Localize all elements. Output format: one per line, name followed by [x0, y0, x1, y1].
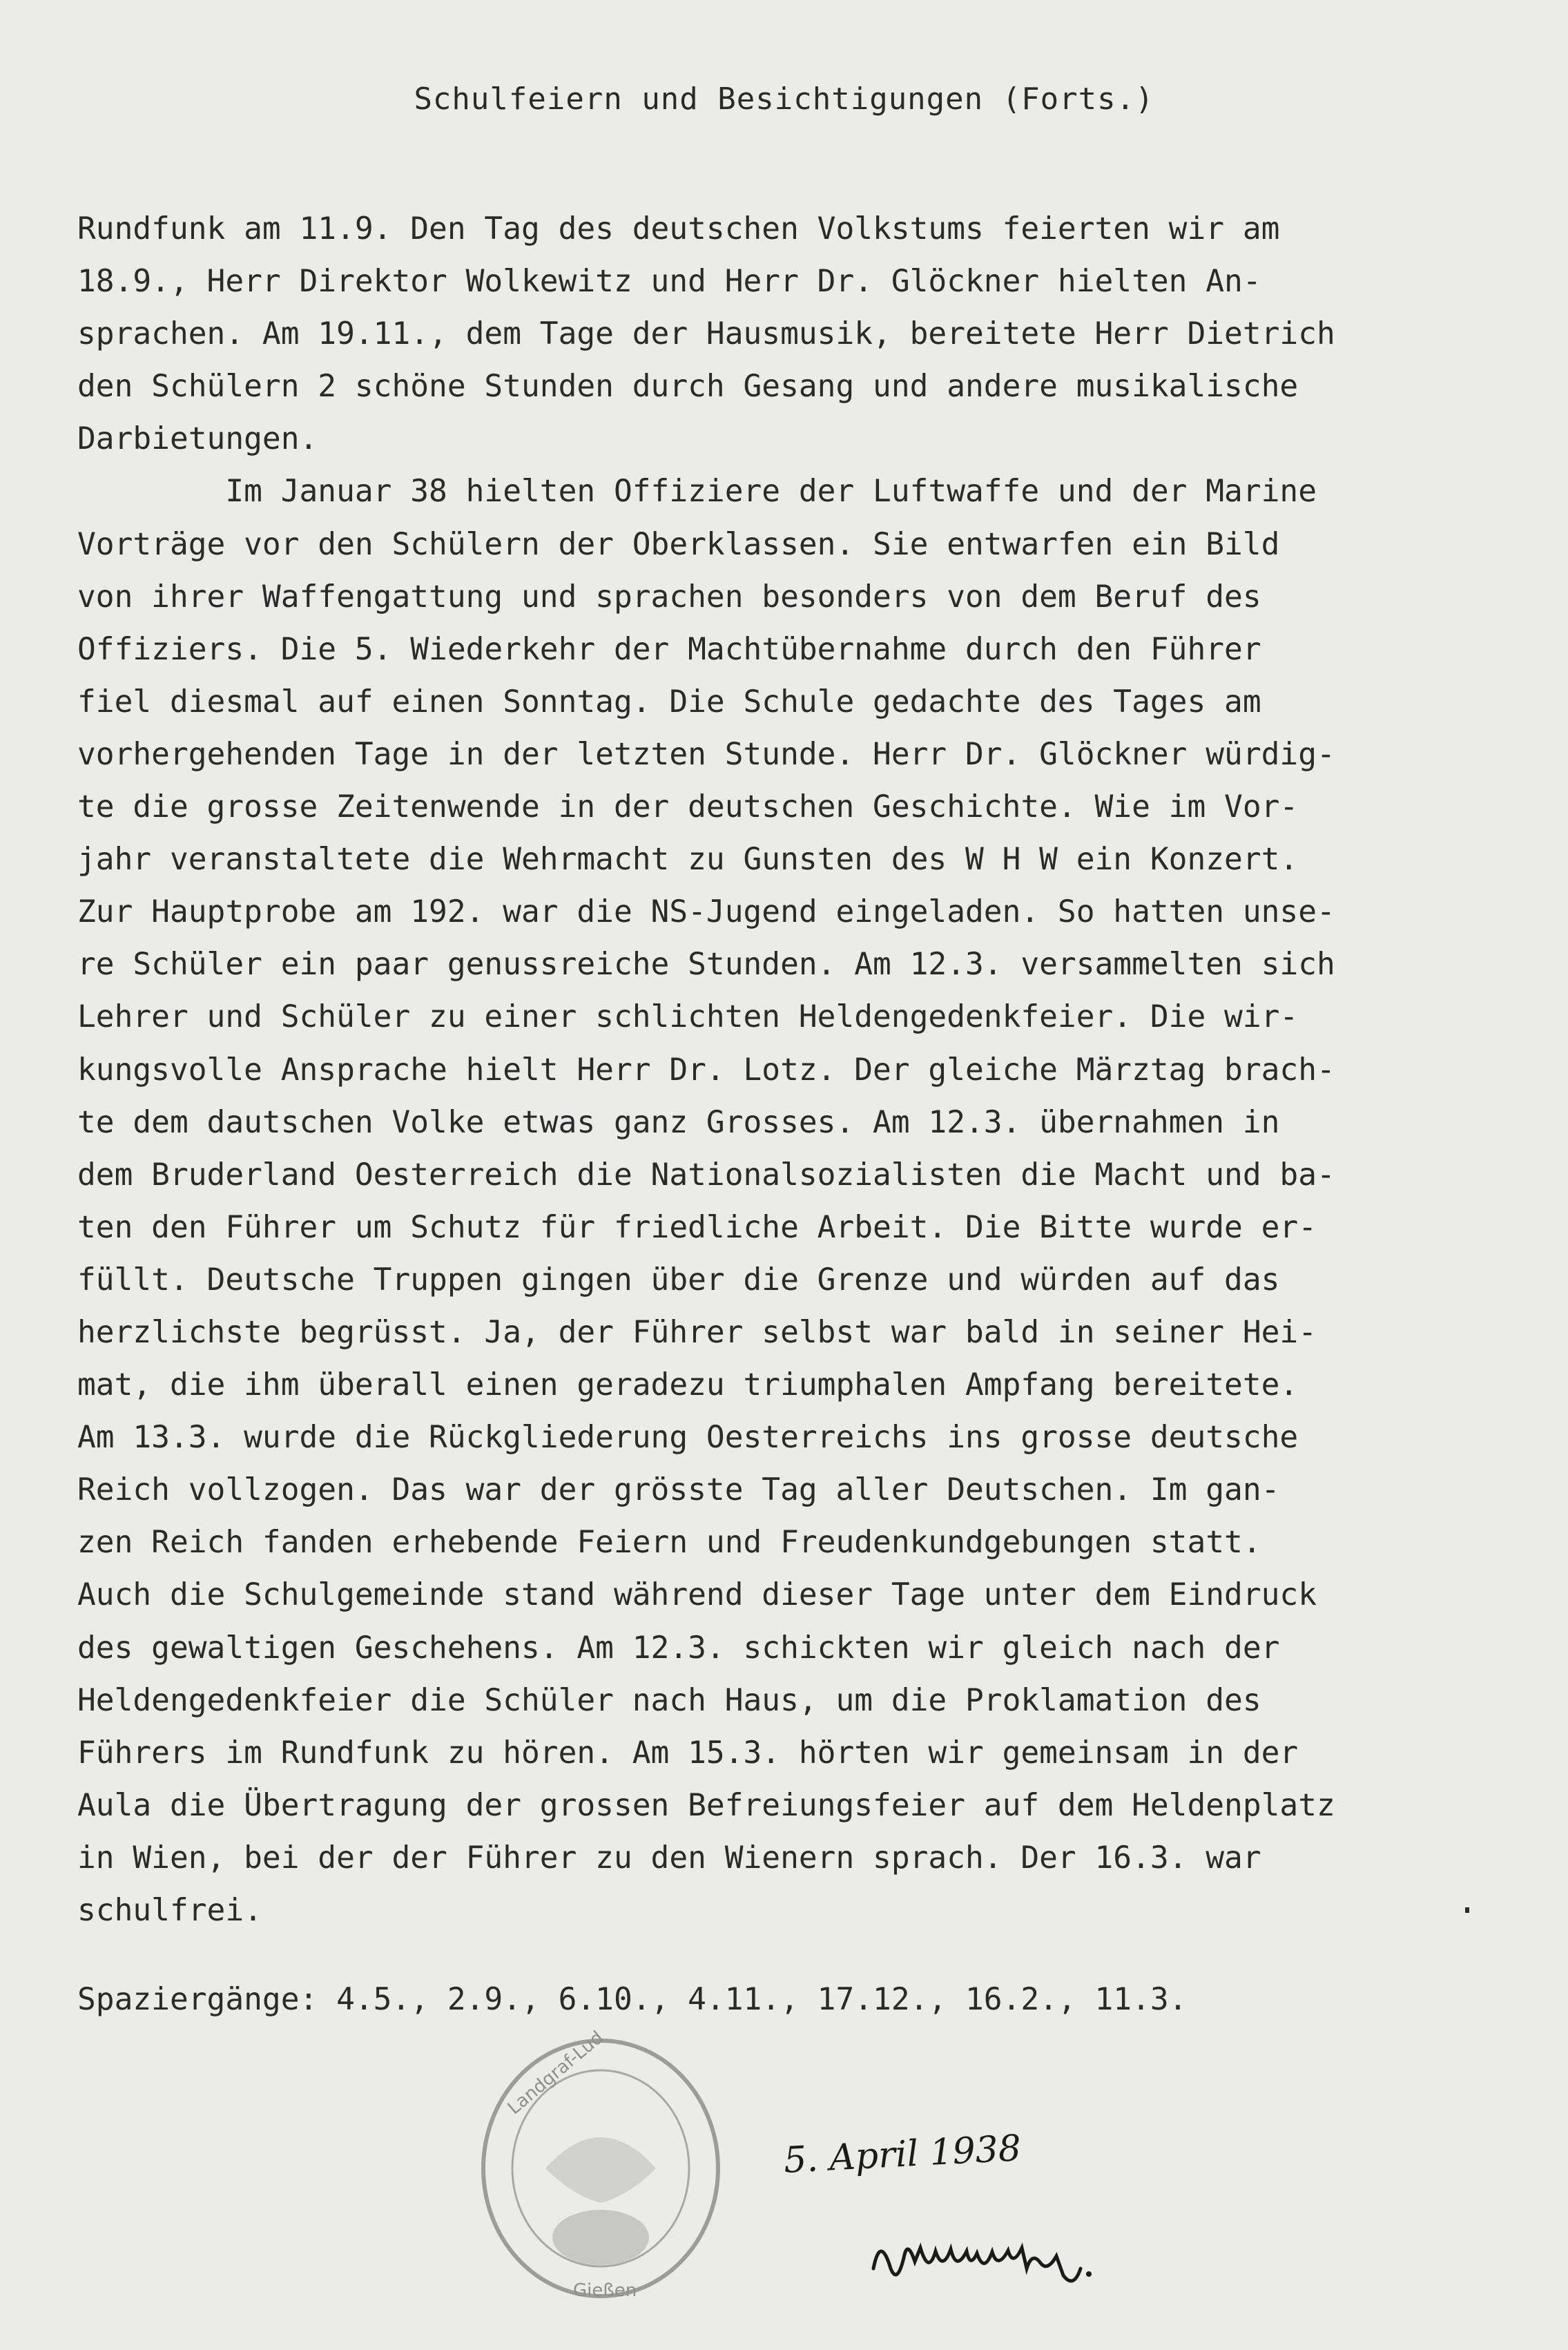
text-line: mat, die ihm überall einen geradezu triumphalen Ampfang bereitete.	[77, 1367, 1299, 1403]
school-stamp	[463, 2023, 739, 2313]
document-title: Schulfeiern und Besichtigungen (Forts.)	[414, 81, 1154, 117]
text-line: Im Januar 38 hielten Offiziere der Luftwaffe und der Marine	[77, 474, 1317, 510]
text-line: Führers im Rundfunk zu hören. Am 15.3. hörten wir gemeinsam in der	[77, 1735, 1299, 1771]
text-line: Darbietungen.	[77, 421, 318, 457]
text-line: vorhergehenden Tage in der letzten Stunde. Herr Dr. Glöckner würdig-	[77, 736, 1335, 772]
text-line: füllt. Deutsche Truppen gingen über die Grenze und würden auf das	[77, 1262, 1280, 1298]
text-line: te die grosse Zeitenwende in der deutschen Geschichte. Wie im Vor-	[77, 789, 1299, 825]
text-line: re Schüler ein paar genussreiche Stunden. Am 12.3. versammelten sich	[77, 947, 1335, 983]
text-line: zen Reich fanden erhebende Feiern und Freudenkundgebungen statt.	[77, 1525, 1261, 1561]
document-body	[77, 203, 1534, 1937]
text-line: dem Bruderland Oesterreich die Nationalsozialisten die Macht und ba-	[77, 1157, 1335, 1193]
text-line: Zur Hauptprobe am 192. war die NS-Jugend eingeladen. So hatten unse-	[77, 894, 1335, 930]
text-line: Aula die Übertragung der grossen Befreiungsfeier auf dem Heldenplatz	[77, 1787, 1335, 1823]
ink-mark	[1465, 1907, 1469, 1913]
svg-text:Gießen: Gießen	[573, 2280, 637, 2301]
text-line: Reich vollzogen. Das war der grösste Tag aller Deutschen. Im gan-	[77, 1472, 1280, 1508]
text-line: den Schülern 2 schöne Stunden durch Gesang und andere musikalische	[77, 369, 1299, 405]
handwritten-signature	[867, 2220, 1101, 2296]
text-line: Offiziers. Die 5. Wiederkehr der Machtübernahme durch den Führer	[77, 631, 1261, 667]
text-line: ten den Führer um Schutz für friedliche Arbeit. Die Bitte wurde er-	[77, 1209, 1317, 1245]
text-line: jahr veranstaltete die Wehrmacht zu Gunsten des W H W ein Konzert.	[77, 842, 1299, 878]
text-line: von ihrer Waffengattung und sprachen besonders von dem Beruf des	[77, 579, 1261, 615]
text-line: te dem dautschen Volke etwas ganz Grosses. Am 12.3. übernahmen in	[77, 1104, 1280, 1140]
text-line: Heldengedenkfeier die Schüler nach Haus, um die Proklamation des	[77, 1682, 1261, 1718]
text-line: Auch die Schulgemeinde stand während dieser Tage unter dem Eindruck	[77, 1577, 1317, 1613]
text-line: Rundfunk am 11.9. Den Tag des deutschen Volkstums feierten wir am	[77, 211, 1280, 247]
handwritten-date: 5. April 1938	[782, 2128, 1023, 2182]
spaziergaenge-line: Spaziergänge: 4.5., 2.9., 6.10., 4.11., 17.12., 16.2., 11.3.	[77, 1982, 1188, 2017]
text-line: in Wien, bei der der Führer zu den Wienern sprach. Der 16.3. war	[77, 1840, 1261, 1876]
svg-text:Landgraf-Lud: Landgraf-Lud	[503, 2027, 608, 2119]
text-line: Lehrer und Schüler zu einer schlichten Heldengedenkfeier. Die wir-	[77, 999, 1299, 1035]
text-line: sprachen. Am 19.11., dem Tage der Hausmusik, bereitete Herr Dietrich	[77, 316, 1335, 352]
text-line: Am 13.3. wurde die Rückgliederung Oesterreichs ins grosse deutsche	[77, 1420, 1299, 1456]
text-line: schulfrei.	[77, 1893, 262, 1928]
text-line: herzlichste begrüsst. Ja, der Führer selbst war bald in seiner Hei-	[77, 1314, 1317, 1350]
text-line: 18.9., Herr Direktor Wolkewitz und Herr Dr. Glöckner hielten An-	[77, 264, 1261, 300]
text-line: kungsvolle Ansprache hielt Herr Dr. Lotz. Der gleiche Märztag brach-	[77, 1052, 1335, 1088]
text-line: Vorträge vor den Schülern der Oberklassen. Sie entwarfen ein Bild	[77, 526, 1280, 562]
text-line: des gewaltigen Geschehens. Am 12.3. schickten wir gleich nach der	[77, 1630, 1280, 1666]
text-line: fiel diesmal auf einen Sonntag. Die Schule gedachte des Tages am	[77, 684, 1261, 720]
